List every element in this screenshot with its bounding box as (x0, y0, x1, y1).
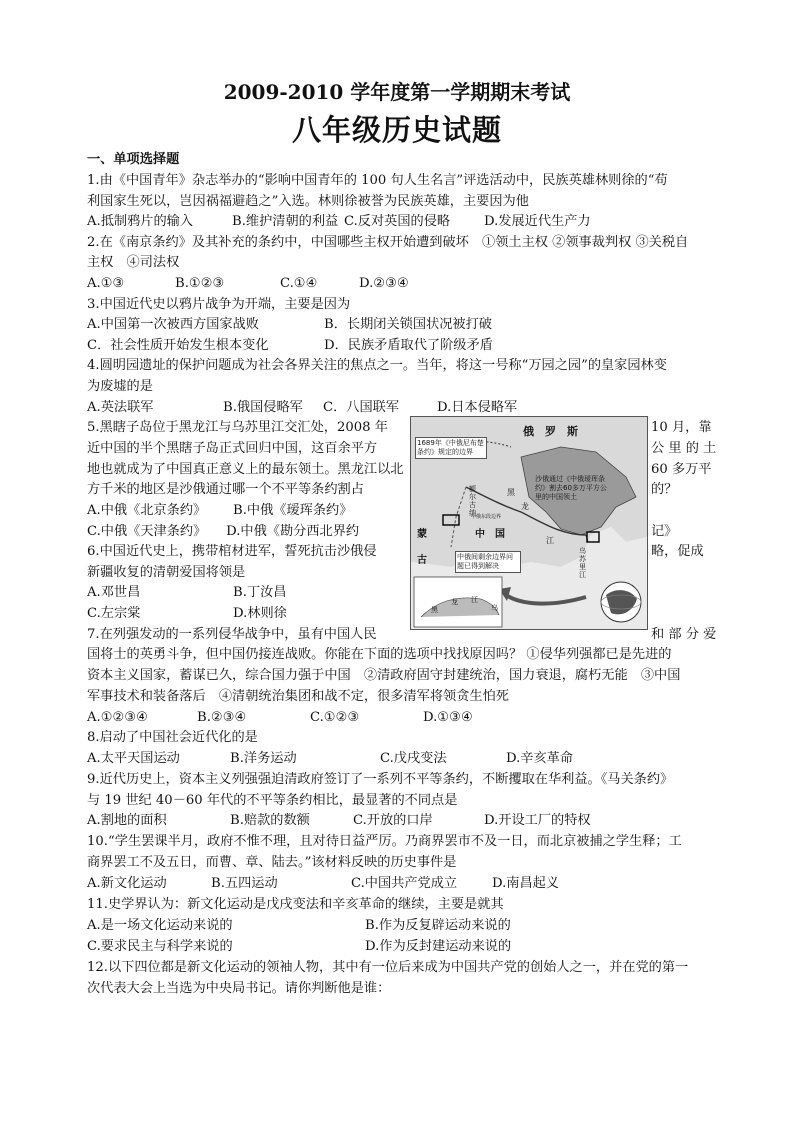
text-line-left: 方千米的地区是沙俄通过哪一个不平等条约割占 (87, 482, 364, 497)
map-label-east-border: 中俄东段边界 (471, 514, 502, 520)
text-line: 新疆收复的清朝爱国将领是 (87, 565, 246, 580)
answer-option: D.发展近代生产力 (484, 214, 591, 229)
answer-option: A.太平天国运动 (87, 751, 180, 766)
answer-option: D．民族矛盾取代了阶级矛盾 (324, 338, 493, 353)
inset-label-1: 龙 (451, 598, 458, 606)
answer-option: D.林则徐 (233, 606, 287, 621)
text-line: 商界罢工不及五日，而曹、章、陆去。”该材料反映的历史事件是 (87, 855, 457, 870)
answer-option: D.①③④ (423, 710, 473, 725)
map-label-jiang: 江 (546, 536, 554, 545)
answer-option: B.赔款的数额 (230, 813, 310, 828)
answer-option: D.日本侵略军 (437, 400, 518, 415)
answer-option: B.②③④ (197, 710, 247, 725)
text-line-left: 7.在列强发动的一系列侵华战争中，虽有中国人民 (87, 627, 377, 642)
text-line-left: 近中国的半个黑瞎子岛正式回归中国，这百余平方 (87, 441, 378, 456)
answer-option: C.戊戌变法 (380, 751, 447, 766)
answer-option: D.作为反封建运动来说的 (365, 939, 512, 954)
map-label-ergun: 额尔古纳 (469, 485, 476, 517)
answer-option: C.开放的口岸 (353, 813, 433, 828)
answer-option: B.丁汝昌 (233, 585, 287, 600)
answer-option: B.作为反复辟运动来说的 (365, 918, 511, 933)
map-label-china: 中 国 (475, 529, 505, 540)
answer-option: C.中国共产党成立 (351, 876, 458, 891)
answer-option: C.要求民主与科学来说的 (87, 939, 233, 954)
text-line: 10.“学生罢课半月，政府不惟不理，且对待日益严厉。乃商界罢市不及一日，而北京被捕之学生释；工 (87, 834, 682, 849)
text-line-right: 的？ (651, 482, 678, 497)
exam-title: 2009-2010 学年度第一学期期末考试 (223, 80, 571, 104)
text-line-left: C.中俄《天津条约》 D.中俄《勘分西北界约 (87, 524, 360, 539)
map-label-meng: 蒙 (417, 529, 427, 540)
answer-option: C.反对英国的侵略 (344, 214, 451, 229)
map-label-russia: 俄 罗 斯 (523, 425, 578, 438)
text-line-right: 公 里 的 土 (651, 441, 717, 456)
inset-label-0: 黑 (431, 606, 438, 614)
answer-option: C.①②③ (310, 710, 360, 725)
answer-option: C．社会性质开始发生根本变化 (87, 338, 269, 353)
text-line: 军事技术和装备落后 ④清朝统治集团和战不定，很多清军将领贪生怕死 (87, 689, 509, 704)
text-line: 8.启动了中国社会近代化的是 (87, 730, 258, 745)
text-line: 2.在《南京条约》及其补充的条约中，中国哪些主权开始遭到破坏 ①领土主权 ②领事裁判权 ③关税自 (87, 235, 689, 250)
text-line: 次代表大会上当选为中央局书记。请你判断他是谁： (87, 981, 391, 996)
answer-option: B.中俄《瑷珲条约》 (233, 503, 353, 518)
answer-option: B.维护清朝的利益 (232, 214, 339, 229)
text-line-right: 10 月，靠 (651, 420, 712, 435)
answer-option: B.俄国侵略军 (223, 400, 303, 415)
map-label-long: 龙 (521, 502, 529, 511)
text-line: 国将士的英勇斗争，但中国仍接连战败。你能在下面的选项中找找原因吗？ ①侵华列强都已是先进的 (87, 647, 672, 662)
answer-option: A.英法联军 (87, 400, 154, 415)
answer-option: B.①②③ (175, 276, 225, 291)
history-map (410, 416, 648, 630)
text-line-left: 地也就成为了中国真正意义上的最东领土。黑龙江以北 (87, 462, 404, 477)
map-label-hei: 黑 (507, 488, 515, 497)
answer-option: D.辛亥革命 (506, 751, 574, 766)
text-line: 9.近代历史上，资本主义列强强迫清政府签订了一系列不平等条约，不断攫取在华利益。《马关条约》 (87, 772, 674, 787)
map-label-wusuli: 乌苏里江 (579, 547, 586, 579)
map-note-1689: 1689年《中俄尼布楚条约》规定的边界 (415, 437, 487, 459)
text-line: 资本主义国家，蓄谋已久，综合国力强于中国 ②清政府固守封建统治，国力衰退，腐朽无能 ③中国 (87, 668, 681, 683)
answer-option: B.洋务运动 (230, 751, 297, 766)
text-line: 主权 ④司法权 (87, 255, 180, 270)
inset-label-2: 江 (471, 596, 478, 604)
section-heading: 一、单项选择题 (87, 152, 180, 167)
answer-option: C.左宗棠 (87, 606, 141, 621)
text-line: 1.由《中国青年》杂志举办的“影响中国青年的 100 句人生名言”评选活动中，民族英雄林则徐的“苟 (87, 173, 668, 188)
answer-option: A.是一场文化运动来说的 (87, 918, 233, 933)
text-line-right: 略，促成 (651, 544, 704, 559)
text-line-right: 60 多万平 (651, 462, 712, 477)
map-note-dispute: 中俄间剩余边界问题已得到解决 (455, 551, 521, 573)
answer-option: D.②③④ (359, 276, 409, 291)
text-line: 3.中国近代史以鸦片战争为开端，主要是因为 (87, 297, 351, 312)
answer-option: C.①④ (280, 276, 318, 291)
answer-option: D.南昌起义 (492, 876, 560, 891)
answer-option: A.中国第一次被西方国家战败 (87, 317, 259, 332)
map-note-aigun: 沙俄通过《中俄瑷珲条约》割去60多万平方公里的中国领土 (535, 475, 607, 501)
inset-label-3: 乌 (491, 604, 498, 612)
answer-option: A.新文化运动 (87, 876, 167, 891)
text-line: 与 19 世纪 40－60 年代的不平等条约相比，最显著的不同点是 (87, 793, 458, 808)
answer-option: A.邓世昌 (87, 585, 141, 600)
text-line-right: 记》 (651, 524, 678, 539)
map-label-gu: 古 (417, 555, 427, 566)
text-line-left: 5.黑瞎子岛位于黑龙江与乌苏里江交汇处，2008 年 (87, 420, 388, 435)
answer-option: C．八国联军 (323, 400, 400, 415)
answer-option: B.五四运动 (211, 876, 278, 891)
text-line: 11.史学界认为：新文化运动是戊戌变法和辛亥革命的继续，主要是就其 (87, 897, 504, 912)
answer-option: B．长期闭关锁国状况被打破 (324, 317, 492, 332)
text-line: 利国家生死以，岂因祸福避趋之”入选。林则徐被誉为民族英雄，主要因为他 (87, 194, 529, 209)
exam-subject-title: 八年级历史试题 (291, 113, 502, 147)
text-line: 4.圆明园遗址的保护问题成为社会各界关注的焦点之一。当年，将这一号称“万园之园”的皇家园林变 (87, 358, 667, 373)
text-line-left: 6.中国近代史上，携带棺材进军，誓死抗击沙俄侵 (87, 544, 377, 559)
text-line: 为废墟的是 (87, 379, 153, 394)
answer-option: A.①②③④ (87, 710, 149, 725)
answer-option: A.中俄《北京条约》 (87, 503, 207, 518)
text-line: 12.以下四位都是新文化运动的领袖人物，其中有一位后来成为中国共产党的创始人之一，并在党的第一 (87, 960, 689, 975)
answer-option: A.割地的面积 (87, 813, 167, 828)
answer-option: A.①③ (87, 276, 125, 291)
answer-option: D.开设工厂的特权 (484, 813, 591, 828)
answer-option: A.抵制鸦片的输入 (87, 214, 194, 229)
text-line-right: 和 部 分 爱 (651, 627, 717, 642)
